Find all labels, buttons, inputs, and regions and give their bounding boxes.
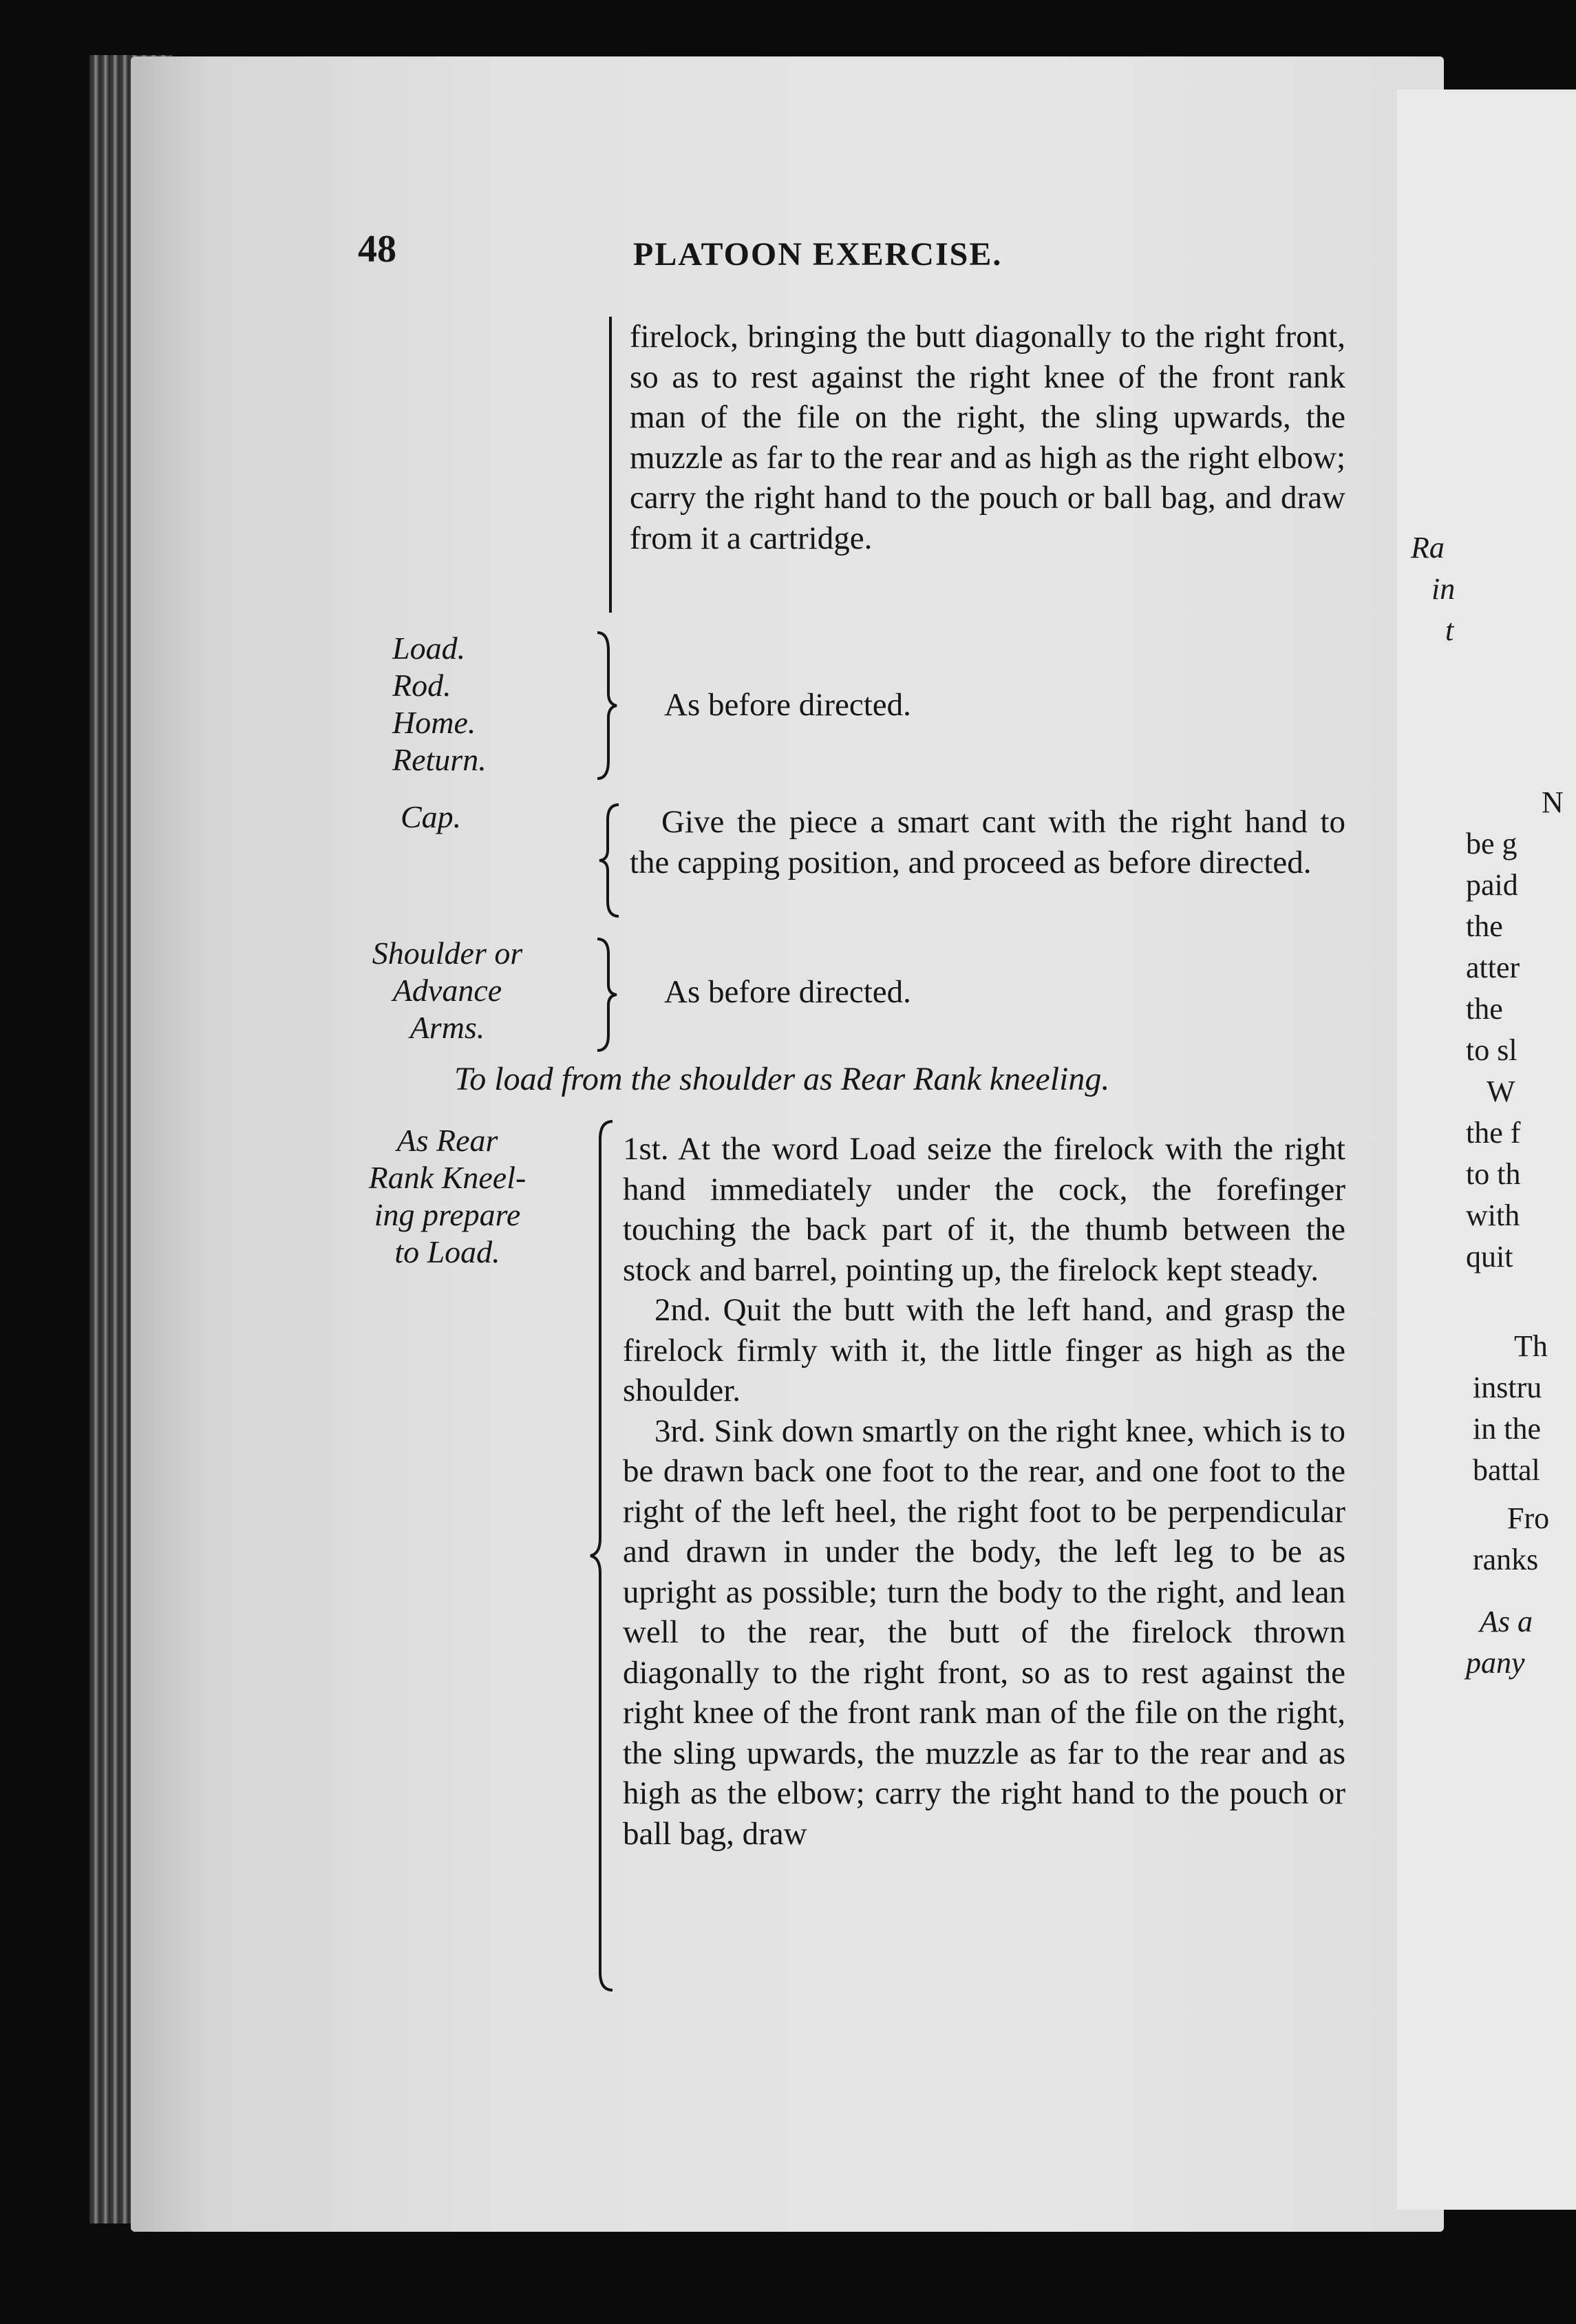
facing-fragment: battal	[1473, 1453, 1540, 1487]
facing-fragment: Th	[1514, 1329, 1548, 1363]
facing-fragment: atter	[1466, 951, 1520, 984]
curly-brace-icon	[592, 630, 619, 781]
margin-label: Load. Rod. Home. Return.	[392, 631, 487, 777]
facing-fragment: paid	[1466, 868, 1518, 902]
body-paragraph: 1st. At the word Load seize the firelock with the right hand immediately under the cock, the forefinger touching the back part of it, the thumb between the stock and barrel, pointing up, the firelock kept steady.	[623, 1131, 1345, 1288]
body-paragraph: As before directed.	[664, 974, 911, 1010]
body-paragraph: Give the piece a smart cant with the right hand to the capping position, and proceed as before directed.	[630, 804, 1345, 880]
facing-fragment: in the	[1473, 1412, 1541, 1446]
curly-brace-icon	[595, 802, 623, 919]
facing-fragment: the f	[1466, 1116, 1521, 1150]
facing-fragment: the	[1466, 909, 1503, 943]
section-body	[630, 317, 1345, 558]
facing-fragment: with	[1466, 1198, 1520, 1232]
facing-fragment: Ra	[1411, 531, 1445, 564]
facing-fragment: in	[1431, 572, 1456, 606]
facing-fragment: W	[1487, 1075, 1515, 1108]
facing-fragment: the	[1466, 992, 1503, 1026]
section-body	[664, 972, 1352, 1013]
body-paragraph: As before directed.	[664, 687, 911, 723]
facing-fragment: to sl	[1466, 1033, 1518, 1067]
margin-rule	[609, 317, 612, 613]
facing-fragment: be g	[1466, 827, 1518, 860]
body-paragraph: 2nd. Quit the butt with the left hand, and grasp the firelock firmly with it, the little finger as high as the shoulder.	[623, 1292, 1345, 1408]
facing-fragment: Fro	[1507, 1501, 1550, 1535]
facing-page	[1397, 89, 1576, 2210]
margin-label: Cap.	[401, 799, 462, 834]
facing-fragment: instru	[1473, 1371, 1542, 1404]
page-number: 48	[358, 228, 396, 271]
margin-label: Shoulder or Advance Arms.	[372, 936, 523, 1045]
facing-fragment: N	[1542, 785, 1564, 819]
facing-fragment: quit	[1466, 1240, 1513, 1274]
section-body	[664, 685, 1352, 726]
facing-fragment: As a	[1480, 1605, 1533, 1638]
curly-brace-icon	[585, 1119, 619, 1993]
section-body	[630, 802, 1345, 883]
facing-fragment: pany	[1466, 1646, 1525, 1680]
section-body	[623, 1129, 1345, 1854]
body-paragraph: 3rd. Sink down smartly on the right knee, which is to be drawn back one foot to the rear, and one foot to the right of the left heel, the right foot to be perpendicular and drawn in under the body, the left leg to be as upright as possible; turn the body to the right, and lean well to the rear, the butt of the firelock thrown diagonally to the right front, so as to rest against the right knee of the front rank man of the file on the right, the sling upwards, the muzzle as far to the rear and as high as the elbow; carry the right hand to the pouch or ball bag, draw	[623, 1413, 1345, 1852]
facing-fragment: ranks	[1473, 1543, 1539, 1576]
facing-fragment: t	[1445, 613, 1454, 647]
body-paragraph: firelock, bringing the butt diagonally to the right front, so as to rest against the right knee of the front rank man of the file on the right, the sling upwards, the muzzle as far to the rear and as high as the right elbow; carry the right hand to the pouch or ball bag, and draw from it a cartridge.	[630, 319, 1345, 556]
facing-fragment: to th	[1466, 1157, 1521, 1191]
running-head: PLATOON EXERCISE.	[633, 236, 1003, 273]
section-subheading: To load from the shoulder as Rear Rank kneeling.	[454, 1061, 1110, 1097]
page-header	[0, 227, 1561, 275]
curly-brace-icon	[592, 936, 619, 1053]
margin-label: As Rear Rank Kneel- ing prepare to Load.	[368, 1123, 526, 1269]
